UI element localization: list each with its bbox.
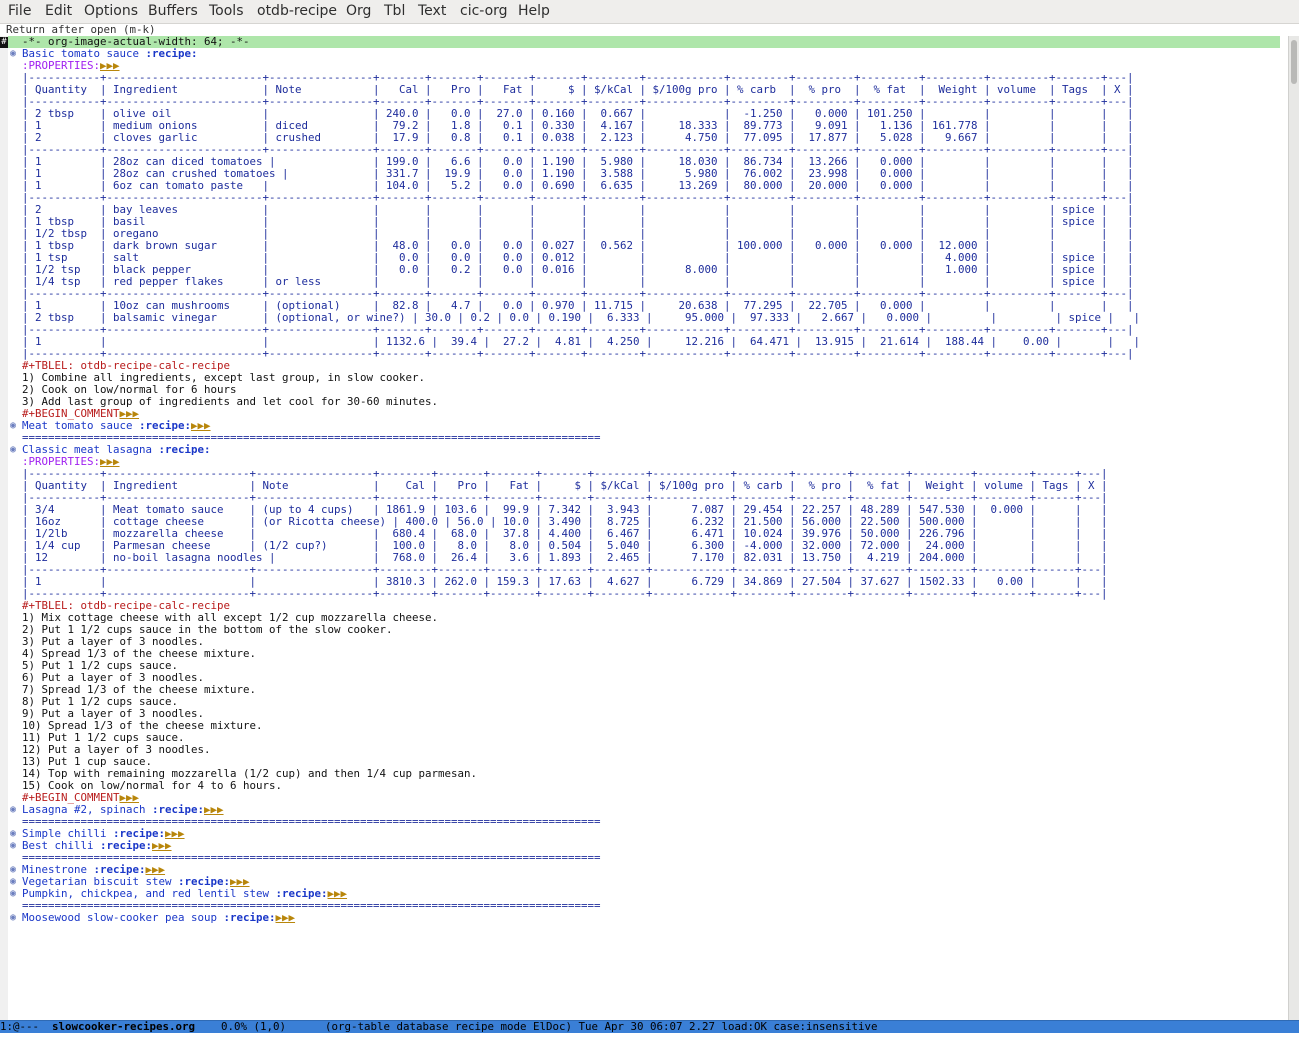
line-text: 11) Put 1 1/2 cups sauce.: [22, 731, 185, 744]
heading-title: Simple chilli: [22, 827, 114, 840]
fold-ellipsis[interactable]: ▶▶▶: [191, 419, 211, 432]
text-line: [8, 684, 1280, 696]
menu-options[interactable]: Options: [84, 3, 139, 19]
table-row-text: |-----------+------------------------+----------------+-------+-------+-------+-------+--------+------------+---------+---------+---------+---------+---------+-------+---|: [22, 287, 1134, 300]
table-row-text: | 16oz | cottage cheese | (or Ricotta cheese) | 400.0 | 56.0 | 10.0 | 3.490 | 8.725 | 6.232 | 21.500 | 56.000 | 22.500 | 500.000 | | | |: [22, 515, 1108, 528]
menu-edit[interactable]: Edit: [45, 3, 73, 19]
line-text: 12) Put a layer of 3 noodles.: [22, 743, 211, 756]
mode-line: [0, 1020, 1299, 1033]
heading-tag: :recipe:: [152, 803, 205, 816]
modeline-info: 0.0% (1,0) (org-table database recipe mode ElDoc) Tue Apr 30 06:07 2.27 load:OK case:insensitive: [195, 1020, 878, 1033]
menu-otdb-recipe[interactable]: otdb-recipe: [257, 3, 338, 19]
fold-ellipsis[interactable]: ▶▶▶: [165, 827, 185, 840]
line-text: 5) Put 1 1/2 cups sauce.: [22, 659, 179, 672]
line-text: 6) Put a layer of 3 noodles.: [22, 671, 205, 684]
line-text: 1) Combine all ingredients, except last group, in slow cooker.: [22, 371, 426, 384]
rule-text: =========================================================================================: [22, 431, 601, 444]
heading-bullet-icon[interactable]: ◉: [10, 864, 17, 875]
org-heading[interactable]: [8, 828, 1280, 840]
heading-title: Lasagna #2, spinach: [22, 803, 153, 816]
table-row-text: | Quantity | Ingredient | Note | Cal | Pro | Fat | $ | $/kCal | $/100g pro | % carb | % pro | % fat | Weight | volume | Tags | X |: [22, 83, 1134, 96]
heading-bullet-icon[interactable]: ◉: [10, 912, 17, 923]
line-text: 3) Add last group of ingredients and let cool for 30-60 minutes.: [22, 395, 439, 408]
rule-text: =========================================================================================: [22, 815, 601, 828]
fold-ellipsis[interactable]: ▶▶▶: [152, 839, 172, 852]
line-text: 8) Put 1 1/2 cups sauce.: [22, 695, 179, 708]
heading-title: Classic meat lasagna: [22, 443, 159, 456]
line-text: 14) Top with remaining mozzarella (1/2 cup) and then 1/4 cup parmesan.: [22, 767, 478, 780]
heading-tag: :recipe:: [275, 887, 328, 900]
menu-text[interactable]: Text: [418, 3, 447, 19]
table-row-text: |-----------+----------------------+------------------+--------+-------+-------+-------+--------+------------+--------+--------+--------+---------+--------+------+---|: [22, 467, 1108, 480]
fold-ellipsis[interactable]: ▶▶▶: [100, 455, 120, 468]
fold-ellipsis[interactable]: ▶▶▶: [119, 407, 140, 420]
keyword-text: #+BEGIN_COMMENT: [22, 791, 120, 804]
heading-bullet-icon[interactable]: ◉: [10, 444, 17, 455]
menu-org[interactable]: Org: [346, 3, 372, 19]
rule-text: =========================================================================================: [22, 899, 601, 912]
table-row-text: | 3/4 | Meat tomato sauce | (up to 4 cups) | 1861.9 | 103.6 | 99.9 | 7.342 | 3.943 | 7.087 | 29.454 | 22.257 | 48.289 | 547.530 | 0.000 | | |: [22, 503, 1108, 516]
line-text: -*- org-image-actual-width: 64; -*-: [22, 36, 250, 48]
table-row-text: | 1/2 tsp | black pepper | | 0.0 | 0.2 | 0.0 | 0.016 | | 8.000 | | | | 1.000 | | spice | |: [22, 263, 1134, 276]
table-row-text: | 1 tbsp | basil | | | | | | | | | | | | | spice | |: [22, 215, 1134, 228]
buffer-text[interactable]: [8, 36, 1280, 924]
line-text: 2) Cook on low/normal for 6 hours: [22, 383, 237, 396]
table-row-text: | 1 tbsp | dark brown sugar | | 48.0 | 0.0 | 0.0 | 0.027 | 0.562 | | 100.000 | 0.000 | 0.000 | 12.000 | | | |: [22, 239, 1134, 252]
text-line: [8, 648, 1280, 660]
fold-ellipsis[interactable]: ▶▶▶: [204, 803, 224, 816]
table-row-text: | 2 | bay leaves | | | | | | | | | | | | | spice | |: [22, 203, 1134, 216]
table-row-text: | 1 | 10oz can mushrooms | (optional) | 82.8 | 4.7 | 0.0 | 0.970 | 11.715 | 20.638 | 77.295 | 22.705 | 0.000 | | | | |: [22, 299, 1134, 312]
fold-ellipsis[interactable]: ▶▶▶: [327, 887, 348, 900]
line-text: 2) Put 1 1/2 cups sauce in the bottom of the slow cooker.: [22, 623, 393, 636]
table-row-text: | 1 | | | 3810.3 | 262.0 | 159.3 | 17.63 | 4.627 | 6.729 | 34.869 | 27.504 | 37.627 | 1502.33 | 0.00 | | |: [22, 575, 1108, 588]
table-row-text: | 1/2lb | mozzarella cheese | | 680.4 | 68.0 | 37.8 | 4.400 | 6.467 | 6.471 | 10.024 | 39.976 | 50.000 | 226.796 | | | |: [22, 527, 1108, 540]
fold-ellipsis[interactable]: ▶▶▶: [100, 59, 120, 72]
table-row-text: | 1/4 cup | Parmesan cheese | (1/2 cup?) | 100.0 | 8.0 | 8.0 | 0.504 | 5.040 | 6.300 | -4.000 | 32.000 | 72.000 | 24.000 | | | |: [22, 539, 1108, 552]
drawer-label: :PROPERTIES:: [22, 59, 101, 72]
table-row-text: |-----------+------------------------+----------------+-------+-------+-------+-------+--------+------------+---------+---------+---------+---------+---------+-------+---|: [22, 143, 1134, 156]
table-row-text: | Quantity | Ingredient | Note | Cal | Pro | Fat | $ | $/kCal | $/100g pro | % carb | % pro | % fat | Weight | volume | Tags | X |: [22, 479, 1108, 492]
heading-title: Basic tomato sauce: [22, 47, 146, 60]
menu-tbl[interactable]: Tbl: [384, 3, 406, 19]
heading-bullet-icon[interactable]: ◉: [10, 48, 17, 59]
table-row-text: |-----------+----------------------+------------------+--------+-------+-------+-------+--------+------------+--------+--------+--------+---------+--------+------+---|: [22, 587, 1108, 600]
org-heading[interactable]: [8, 48, 1280, 60]
table-row-text: | 2 tbsp | balsamic vinegar | (optional, or wine?) | 30.0 | 0.2 | 0.0 | 0.190 | 6.333 | 95.000 | 97.333 | 2.667 | 0.000 | | | spice | |: [22, 311, 1141, 324]
table-row-text: |-----------+------------------------+----------------+-------+-------+-------+-------+--------+------------+---------+---------+---------+---------+---------+-------+---|: [22, 347, 1134, 360]
text-line: [8, 396, 1280, 408]
vertical-scrollbar[interactable]: [1288, 36, 1299, 1020]
table-row-text: |-----------+------------------------+----------------+-------+-------+-------+-------+--------+------------+---------+---------+---------+---------+---------+-------+---|: [22, 191, 1134, 204]
heading-bullet-icon[interactable]: ◉: [10, 840, 17, 851]
keyword-text: #+TBLEL: otdb-recipe-calc-recipe: [22, 599, 231, 612]
line-text: 4) Spread 1/3 of the cheese mixture.: [22, 647, 257, 660]
text-line: [8, 720, 1280, 732]
separator-rule: [8, 852, 1280, 864]
org-heading[interactable]: [8, 444, 1280, 456]
line-text: 3) Put a layer of 3 noodles.: [22, 635, 205, 648]
left-fringe: [0, 36, 8, 1020]
heading-bullet-icon[interactable]: ◉: [10, 804, 17, 815]
scrollbar-thumb[interactable]: [1291, 40, 1297, 84]
heading-title: Vegetarian biscuit stew: [22, 875, 179, 888]
fold-ellipsis[interactable]: ▶▶▶: [230, 875, 250, 888]
heading-bullet-icon[interactable]: ◉: [10, 876, 17, 887]
heading-tag: :recipe:: [113, 827, 166, 840]
heading-title: Minestrone: [22, 863, 94, 876]
editor-buffer[interactable]: [0, 36, 1288, 1020]
drawer-label: :PROPERTIES:: [22, 455, 101, 468]
heading-bullet-icon[interactable]: ◉: [10, 420, 17, 431]
heading-tag: :recipe:: [139, 419, 192, 432]
heading-title: Meat tomato sauce: [22, 419, 140, 432]
heading-tag: :recipe:: [178, 875, 231, 888]
table-row-text: |-----------+------------------------+----------------+-------+-------+-------+-------+--------+------------+---------+---------+---------+---------+---------+-------+---|: [22, 323, 1134, 336]
heading-tag: :recipe:: [93, 863, 146, 876]
menu-help[interactable]: Help: [518, 3, 550, 19]
heading-bullet-icon[interactable]: ◉: [10, 888, 17, 899]
fold-ellipsis[interactable]: ▶▶▶: [275, 911, 296, 924]
modeline-buffer-name[interactable]: slowcooker-recipes.org: [52, 1020, 196, 1033]
fold-ellipsis[interactable]: ▶▶▶: [145, 863, 166, 876]
file-local-variables-line: [8, 36, 1280, 48]
table-row-text: |-----------+------------------------+----------------+-------+-------+-------+-------+--------+------------+---------+---------+---------+---------+---------+-------+---|: [22, 95, 1134, 108]
heading-tag: :recipe:: [145, 47, 198, 60]
table-row-text: | 1 | medium onions | diced | 79.2 | 1.8 | 0.1 | 0.330 | 4.167 | 18.333 | 89.773 | 9.091 | 1.136 | 161.778 | | | |: [22, 119, 1134, 132]
keyword-text: #+TBLEL: otdb-recipe-calc-recipe: [22, 359, 231, 372]
heading-tag: :recipe:: [223, 911, 276, 924]
table-row-text: |-----------+------------------------+----------------+-------+-------+-------+-------+--------+------------+---------+---------+---------+---------+---------+-------+---|: [22, 71, 1134, 84]
line-text: 15) Cook on low/normal for 4 to 6 hours.: [22, 779, 283, 792]
table-row-text: | 1 tsp | salt | | 0.0 | 0.0 | 0.0 | 0.012 | | | | | | 4.000 | | spice | |: [22, 251, 1134, 264]
menu-bar: [0, 0, 1299, 24]
table-row-text: | 1/4 tsp | red pepper flakes | or less | | | | | | | | | | | | spice | |: [22, 275, 1134, 288]
menu-cic-org[interactable]: cic-org: [460, 3, 508, 19]
modeline-status: 1:@---: [0, 1020, 53, 1033]
table-row-text: | 1/2 tbsp | oregano | | | | | | | | | | | | | | |: [22, 227, 1134, 240]
keyword-text: #+BEGIN_COMMENT: [22, 407, 120, 420]
text-line: [8, 780, 1280, 792]
table-row-text: |-----------+----------------------+------------------+--------+-------+-------+-------+--------+------------+--------+--------+--------+---------+--------+------+---|: [22, 563, 1108, 576]
table-row-text: | 2 | cloves garlic | crushed | 17.9 | 0.8 | 0.1 | 0.038 | 2.123 | 4.750 | 77.095 | 17.877 | 5.028 | 9.667 | | | |: [22, 131, 1134, 144]
table-row-text: | 1 | 6oz can tomato paste | | 104.0 | 5.2 | 0.0 | 0.690 | 6.635 | 13.269 | 80.000 | 20.000 | 0.000 | | | | |: [22, 179, 1134, 192]
line-text: 1) Mix cottage cheese with all except 1/2 cup mozzarella cheese.: [22, 611, 439, 624]
line-text: 9) Put a layer of 3 noodles.: [22, 707, 205, 720]
minibuffer[interactable]: [0, 1033, 1299, 1044]
table-row-text: | 1 | 28oz can crushed tomatoes | | 331.7 | 19.9 | 0.0 | 1.190 | 3.588 | 5.980 | 76.002 | 23.998 | 0.000 | | | | |: [22, 167, 1134, 180]
fold-ellipsis[interactable]: ▶▶▶: [119, 791, 140, 804]
heading-bullet-icon[interactable]: ◉: [10, 828, 17, 839]
line-text: 7) Spread 1/3 of the cheese mixture.: [22, 683, 257, 696]
line-text: 10) Spread 1/3 of the cheese mixture.: [22, 719, 263, 732]
table-row-text: |-----------+----------------------+------------------+--------+-------+-------+-------+--------+------------+--------+--------+--------+---------+--------+------+---|: [22, 491, 1108, 504]
text-line: [8, 744, 1280, 756]
echo-area-message: Return after open (m-k): [6, 23, 156, 36]
line-text: 13) Put 1 cup sauce.: [22, 755, 153, 768]
org-heading[interactable]: [8, 912, 1280, 924]
menu-tools[interactable]: Tools: [209, 3, 244, 19]
table-row-text: | 1 | 28oz can diced tomatoes | | 199.0 | 6.6 | 0.0 | 1.190 | 5.980 | 18.030 | 86.734 | 13.266 | 0.000 | | | | |: [22, 155, 1134, 168]
heading-title: Pumpkin, chickpea, and red lentil stew: [22, 887, 276, 900]
table-row-text: | 1 | | | 1132.6 | 39.4 | 27.2 | 4.81 | 4.250 | 12.216 | 64.471 | 13.915 | 21.614 | 188.44 | 0.00 | | |: [22, 335, 1141, 348]
heading-title: Best chilli: [22, 839, 101, 852]
heading-title: Moosewood slow-cooker pea soup: [22, 911, 224, 924]
text-cursor: #: [1, 37, 7, 47]
heading-tag: :recipe:: [158, 443, 211, 456]
table-row-text: | 2 tbsp | olive oil | | 240.0 | 0.0 | 27.0 | 0.160 | 0.667 | | -1.250 | 0.000 | 101.250 | | | | |: [22, 107, 1134, 120]
table-row-text: | 12 | no-boil lasagna noodles | | 768.0 | 26.4 | 3.6 | 1.893 | 2.465 | 7.170 | 82.031 | 13.750 | 4.219 | 204.000 | | | |: [22, 551, 1108, 564]
separator-rule: [8, 816, 1280, 828]
rule-text: =========================================================================================: [22, 851, 601, 864]
menu-buffers[interactable]: Buffers: [148, 3, 198, 19]
menu-file[interactable]: File: [8, 3, 32, 19]
heading-tag: :recipe:: [100, 839, 153, 852]
